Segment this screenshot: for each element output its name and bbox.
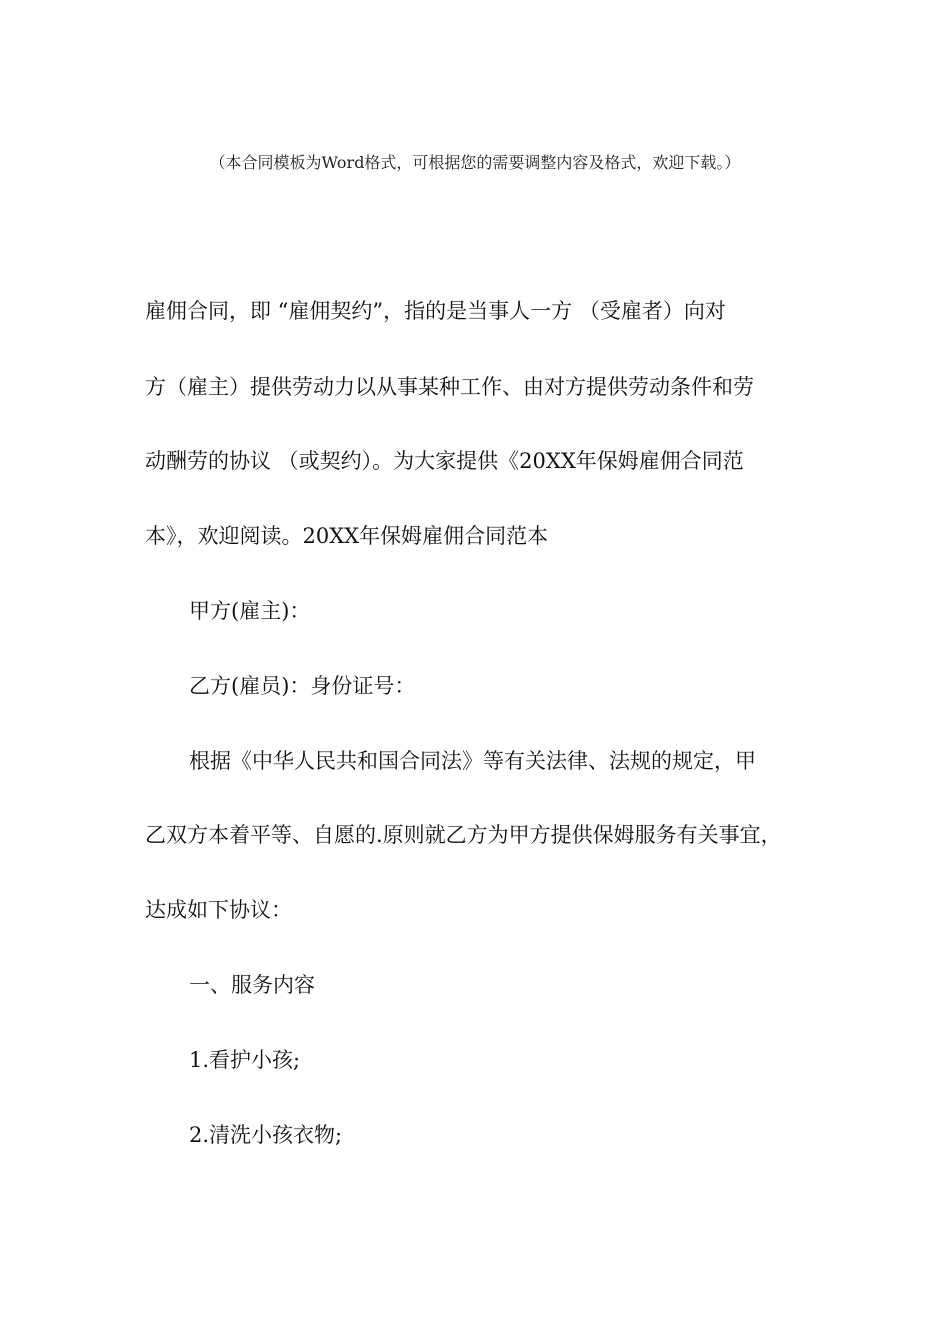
section-1-title: 一、服务内容 xyxy=(189,973,315,997)
intro-line-1: 雇佣合同，即 “雇佣契约”，指的是当事人一方 （受雇者）向对 xyxy=(145,299,726,323)
basis-line-2: 乙双方本着平等、自愿的.原则就乙方为甲方提供保姆服务有关事宜， xyxy=(145,823,782,847)
list-item: 2.清洗小孩衣物; xyxy=(189,1123,343,1147)
list-item: 1.看护小孩; xyxy=(189,1048,301,1072)
intro-line-2: 方（雇主）提供劳动力以从事某种工作、由对方提供劳动条件和劳 xyxy=(145,375,754,399)
basis-line-3: 达成如下协议： xyxy=(145,898,292,922)
basis-line-1: 根据《中华人民共和国合同法》等有关法律、法规的规定，甲 xyxy=(189,749,756,773)
intro-line-3: 动酬劳的协议 （或契约）。为大家提供《20XX年保姆雇佣合同范 xyxy=(145,449,744,473)
party-b-line: 乙方(雇员)：身份证号： xyxy=(189,674,416,698)
intro-line-4: 本》，欢迎阅读。20XX年保姆雇佣合同范本 xyxy=(145,524,549,548)
template-note: （本合同模板为Word格式，可根据您的需要调整内容及格式，欢迎下载。） xyxy=(209,153,741,172)
party-a-line: 甲方(雇主)： xyxy=(189,599,311,623)
